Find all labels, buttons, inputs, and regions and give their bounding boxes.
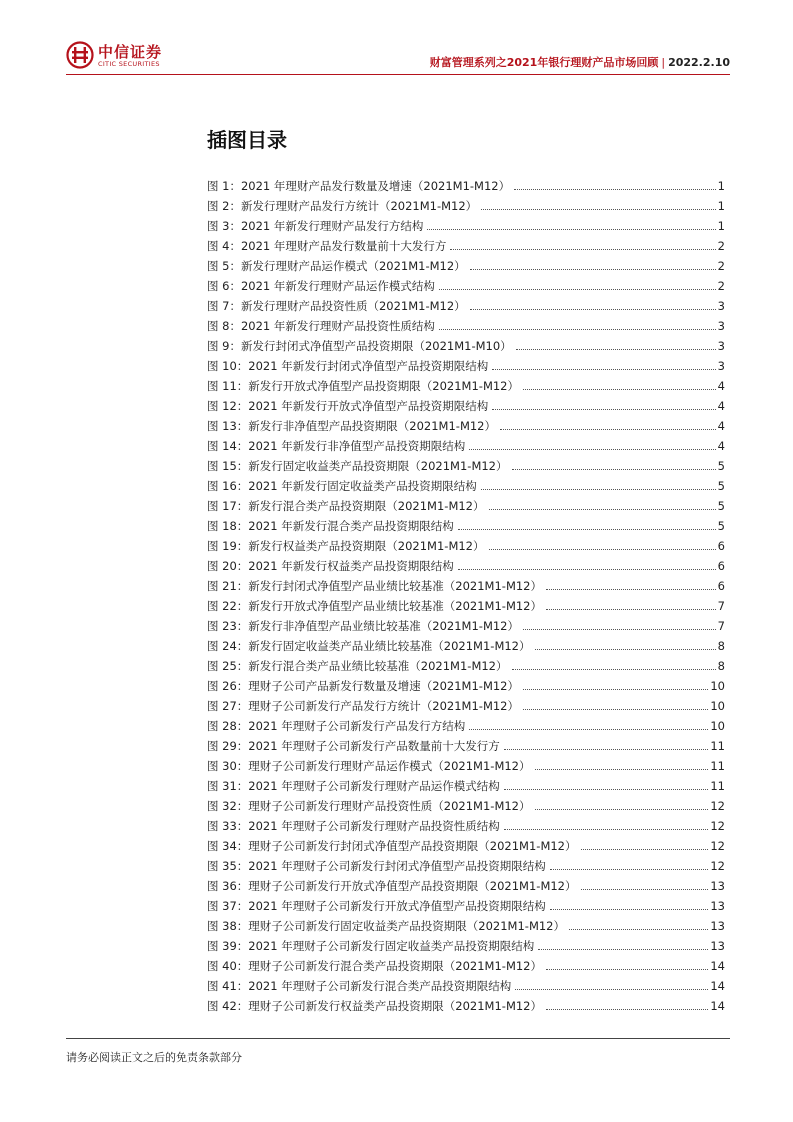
toc-entry-label: 图 4：2021 年理财产品发行数量前十大发行方 — [207, 239, 447, 253]
toc-entry-label: 图 17：新发行混合类产品投资期限（2021M1-M12） — [207, 499, 485, 513]
toc-dot-leader — [546, 589, 716, 590]
toc-entry-label: 图 24：新发行固定收益类产品业绩比较基准（2021M1-M12） — [207, 639, 531, 653]
toc-entry[interactable] — [207, 316, 725, 336]
toc-entry-page: 5 — [717, 519, 725, 533]
toc-dot-leader — [546, 969, 708, 970]
toc-entry[interactable] — [207, 896, 725, 916]
toc-dot-leader — [504, 829, 709, 830]
toc-entry-label: 图 39：2021 年理财子公司新发行固定收益类产品投资期限结构 — [207, 939, 535, 953]
toc-entry[interactable] — [207, 716, 725, 736]
toc-dot-leader — [523, 689, 708, 690]
toc-dot-leader — [469, 729, 708, 730]
toc-dot-leader — [581, 889, 709, 890]
toc-entry-page: 5 — [717, 499, 725, 513]
toc-list — [207, 176, 725, 1016]
toc-entry-label: 图 32：理财子公司新发行理财产品投资性质（2021M1-M12） — [207, 799, 531, 813]
logo-english-name: CITIC SECURITIES — [98, 60, 160, 68]
toc-dot-leader — [538, 949, 708, 950]
toc-entry[interactable] — [207, 436, 725, 456]
toc-entry[interactable] — [207, 596, 725, 616]
toc-entry-page: 13 — [710, 879, 725, 893]
toc-entry-label: 图 21：新发行封闭式净值型产品业绩比较基准（2021M1-M12） — [207, 579, 542, 593]
toc-dot-leader — [550, 869, 709, 870]
toc-entry-page: 1 — [717, 219, 725, 233]
toc-entry-label: 图 19：新发行权益类产品投资期限（2021M1-M12） — [207, 539, 485, 553]
toc-entry[interactable] — [207, 876, 725, 896]
toc-entry-page: 13 — [710, 939, 725, 953]
toc-entry-label: 图 3：2021 年新发行理财产品发行方结构 — [207, 219, 424, 233]
toc-entry[interactable] — [207, 516, 725, 536]
toc-dot-leader — [514, 189, 716, 190]
toc-dot-leader — [504, 749, 709, 750]
toc-entry-label: 图 9：新发行封闭式净值型产品投资期限（2021M1-M10） — [207, 339, 512, 353]
toc-entry-label: 图 40：理财子公司新发行混合类产品投资期限（2021M1-M12） — [207, 959, 542, 973]
logo-chinese-name: 中信证券 — [98, 43, 163, 61]
toc-entry-label: 图 10：2021 年新发行封闭式净值型产品投资期限结构 — [207, 359, 489, 373]
toc-entry[interactable] — [207, 976, 725, 996]
toc-dot-leader — [492, 369, 715, 370]
toc-dot-leader — [500, 429, 716, 430]
toc-entry-page: 11 — [710, 739, 725, 753]
citic-logo-icon — [66, 41, 94, 69]
toc-entry-page: 6 — [717, 579, 725, 593]
toc-entry[interactable] — [207, 696, 725, 716]
toc-entry-label: 图 16：2021 年新发行固定收益类产品投资期限结构 — [207, 479, 477, 493]
toc-entry[interactable] — [207, 196, 725, 216]
toc-entry[interactable] — [207, 256, 725, 276]
toc-entry-page: 7 — [717, 619, 725, 633]
toc-entry-page: 3 — [717, 359, 725, 373]
toc-entry[interactable] — [207, 356, 725, 376]
toc-entry-page: 4 — [717, 419, 725, 433]
toc-entry[interactable] — [207, 396, 725, 416]
toc-entry[interactable] — [207, 836, 725, 856]
toc-entry-label: 图 6：2021 年新发行理财产品运作模式结构 — [207, 279, 435, 293]
toc-entry-label: 图 22：新发行开放式净值型产品业绩比较基准（2021M1-M12） — [207, 599, 542, 613]
footer-divider — [66, 1038, 730, 1039]
toc-entry[interactable] — [207, 176, 725, 196]
toc-entry-page: 13 — [710, 919, 725, 933]
toc-entry-label: 图 30：理财子公司新发行理财产品运作模式（2021M1-M12） — [207, 759, 531, 773]
toc-entry-page: 13 — [710, 899, 725, 913]
toc-entry-page: 3 — [717, 339, 725, 353]
toc-entry[interactable] — [207, 676, 725, 696]
toc-entry[interactable] — [207, 936, 725, 956]
toc-heading: 插图目录 — [207, 128, 287, 152]
toc-entry-page: 2 — [717, 259, 725, 273]
toc-entry-page: 12 — [710, 819, 725, 833]
toc-entry-label: 图 18：2021 年新发行混合类产品投资期限结构 — [207, 519, 454, 533]
footer-disclaimer: 请务必阅读正文之后的免责条款部分 — [66, 1051, 242, 1064]
toc-entry-page: 14 — [710, 999, 725, 1013]
toc-entry-label: 图 35：2021 年理财子公司新发行封闭式净值型产品投资期限结构 — [207, 859, 546, 873]
toc-dot-leader — [535, 769, 709, 770]
toc-entry-page: 5 — [717, 459, 725, 473]
toc-entry[interactable] — [207, 756, 725, 776]
toc-entry-page: 10 — [710, 679, 725, 693]
toc-entry[interactable] — [207, 576, 725, 596]
toc-entry-label: 图 41：2021 年理财子公司新发行混合类产品投资期限结构 — [207, 979, 512, 993]
toc-dot-leader — [469, 449, 715, 450]
toc-dot-leader — [439, 329, 716, 330]
toc-entry[interactable] — [207, 856, 725, 876]
toc-dot-leader — [523, 709, 708, 710]
toc-entry-page: 2 — [717, 239, 725, 253]
toc-entry-label: 图 42：理财子公司新发行权益类产品投资期限（2021M1-M12） — [207, 999, 542, 1013]
toc-entry[interactable] — [207, 996, 725, 1016]
toc-entry-page: 12 — [710, 859, 725, 873]
toc-entry-page: 12 — [710, 839, 725, 853]
toc-entry-page: 2 — [717, 279, 725, 293]
toc-entry[interactable] — [207, 736, 725, 756]
toc-entry[interactable] — [207, 776, 725, 796]
toc-entry-label: 图 27：理财子公司新发行产品发行方统计（2021M1-M12） — [207, 699, 519, 713]
toc-entry[interactable] — [207, 636, 725, 656]
toc-dot-leader — [481, 209, 715, 210]
toc-dot-leader — [546, 609, 716, 610]
toc-dot-leader — [516, 349, 716, 350]
toc-entry-label: 图 11：新发行开放式净值型产品投资期限（2021M1-M12） — [207, 379, 519, 393]
toc-entry-label: 图 26：理财子公司产品新发行数量及增速（2021M1-M12） — [207, 679, 519, 693]
toc-dot-leader — [458, 529, 716, 530]
toc-dot-leader — [489, 509, 716, 510]
toc-entry-label: 图 25：新发行混合类产品业绩比较基准（2021M1-M12） — [207, 659, 508, 673]
toc-dot-leader — [504, 789, 709, 790]
toc-entry-page: 10 — [710, 699, 725, 713]
toc-dot-leader — [581, 849, 709, 850]
toc-dot-leader — [427, 229, 715, 230]
toc-entry-page: 8 — [717, 659, 725, 673]
toc-dot-leader — [546, 1009, 708, 1010]
toc-dot-leader — [569, 929, 708, 930]
header-divider — [66, 74, 730, 75]
toc-entry-label: 图 33：2021 年理财子公司新发行理财产品投资性质结构 — [207, 819, 500, 833]
toc-entry[interactable] — [207, 236, 725, 256]
toc-entry[interactable] — [207, 556, 725, 576]
toc-dot-leader — [512, 669, 716, 670]
toc-entry-label: 图 37：2021 年理财子公司新发行开放式净值型产品投资期限结构 — [207, 899, 546, 913]
toc-entry[interactable] — [207, 796, 725, 816]
toc-entry-label: 图 29：2021 年理财子公司新发行产品数量前十大发行方 — [207, 739, 500, 753]
title-separator: | — [661, 56, 666, 69]
toc-entry[interactable] — [207, 216, 725, 236]
toc-entry-page: 12 — [710, 799, 725, 813]
toc-dot-leader — [523, 389, 716, 390]
toc-entry-page: 14 — [710, 979, 725, 993]
toc-dot-leader — [470, 269, 716, 270]
toc-entry-page: 3 — [717, 319, 725, 333]
toc-entry-label: 图 5：新发行理财产品运作模式（2021M1-M12） — [207, 259, 466, 273]
toc-entry-label: 图 15：新发行固定收益类产品投资期限（2021M1-M12） — [207, 459, 508, 473]
toc-entry-label: 图 34：理财子公司新发行封闭式净值型产品投资期限（2021M1-M12） — [207, 839, 577, 853]
toc-dot-leader — [523, 629, 716, 630]
toc-dot-leader — [439, 289, 716, 290]
toc-dot-leader — [450, 249, 715, 250]
toc-entry[interactable] — [207, 276, 725, 296]
toc-entry-label: 图 31：2021 年理财子公司新发行理财产品运作模式结构 — [207, 779, 500, 793]
toc-entry-page: 10 — [710, 719, 725, 733]
toc-entry-label: 图 14：2021 年新发行非净值型产品投资期限结构 — [207, 439, 466, 453]
toc-entry[interactable] — [207, 616, 725, 636]
toc-entry-page: 1 — [717, 199, 725, 213]
report-title-text: 财富管理系列之2021年银行理财产品市场回顾 — [429, 56, 659, 69]
toc-dot-leader — [515, 989, 708, 990]
toc-entry[interactable] — [207, 476, 725, 496]
toc-entry-label: 图 38：理财子公司新发行固定收益类产品投资期限（2021M1-M12） — [207, 919, 565, 933]
toc-entry-page: 11 — [710, 779, 725, 793]
toc-entry[interactable] — [207, 376, 725, 396]
toc-entry-page: 1 — [717, 179, 725, 193]
toc-entry-label: 图 23：新发行非净值型产品业绩比较基准（2021M1-M12） — [207, 619, 519, 633]
toc-entry-label: 图 28：2021 年理财子公司新发行产品发行方结构 — [207, 719, 466, 733]
toc-entry[interactable] — [207, 956, 725, 976]
toc-entry-page: 6 — [717, 539, 725, 553]
toc-entry-label: 图 8：2021 年新发行理财产品投资性质结构 — [207, 319, 435, 333]
report-date: 2022.2.10 — [668, 56, 730, 69]
page-header — [66, 38, 730, 74]
toc-entry-label: 图 12：2021 年新发行开放式净值型产品投资期限结构 — [207, 399, 489, 413]
toc-entry-label: 图 20：2021 年新发行权益类产品投资期限结构 — [207, 559, 454, 573]
toc-entry-label: 图 36：理财子公司新发行开放式净值型产品投资期限（2021M1-M12） — [207, 879, 577, 893]
toc-entry-page: 8 — [717, 639, 725, 653]
toc-dot-leader — [489, 549, 716, 550]
toc-entry[interactable] — [207, 536, 725, 556]
toc-entry-page: 11 — [710, 759, 725, 773]
toc-entry[interactable] — [207, 816, 725, 836]
toc-entry[interactable] — [207, 496, 725, 516]
report-title — [430, 54, 730, 70]
toc-entry[interactable] — [207, 456, 725, 476]
toc-entry-page: 4 — [717, 439, 725, 453]
toc-entry[interactable] — [207, 296, 725, 316]
toc-dot-leader — [481, 489, 716, 490]
toc-entry-label: 图 7：新发行理财产品投资性质（2021M1-M12） — [207, 299, 466, 313]
toc-entry-page: 6 — [717, 559, 725, 573]
toc-dot-leader — [458, 569, 716, 570]
toc-entry[interactable] — [207, 416, 725, 436]
toc-entry-page: 14 — [710, 959, 725, 973]
toc-entry-page: 4 — [717, 379, 725, 393]
toc-dot-leader — [470, 309, 716, 310]
toc-dot-leader — [512, 469, 716, 470]
toc-entry-page: 3 — [717, 299, 725, 313]
citic-logo — [66, 38, 186, 72]
toc-dot-leader — [535, 649, 716, 650]
toc-dot-leader — [535, 809, 709, 810]
toc-entry-label: 图 2：新发行理财产品发行方统计（2021M1-M12） — [207, 199, 478, 213]
toc-dot-leader — [550, 909, 709, 910]
toc-entry-label: 图 1：2021 年理财产品发行数量及增速（2021M1-M12） — [207, 179, 511, 193]
toc-dot-leader — [492, 409, 715, 410]
toc-entry-page: 4 — [717, 399, 725, 413]
toc-entry-page: 7 — [717, 599, 725, 613]
toc-entry[interactable] — [207, 336, 725, 356]
toc-entry-label: 图 13：新发行非净值型产品投资期限（2021M1-M12） — [207, 419, 496, 433]
toc-entry[interactable] — [207, 916, 725, 936]
toc-entry[interactable] — [207, 656, 725, 676]
toc-entry-page: 5 — [717, 479, 725, 493]
